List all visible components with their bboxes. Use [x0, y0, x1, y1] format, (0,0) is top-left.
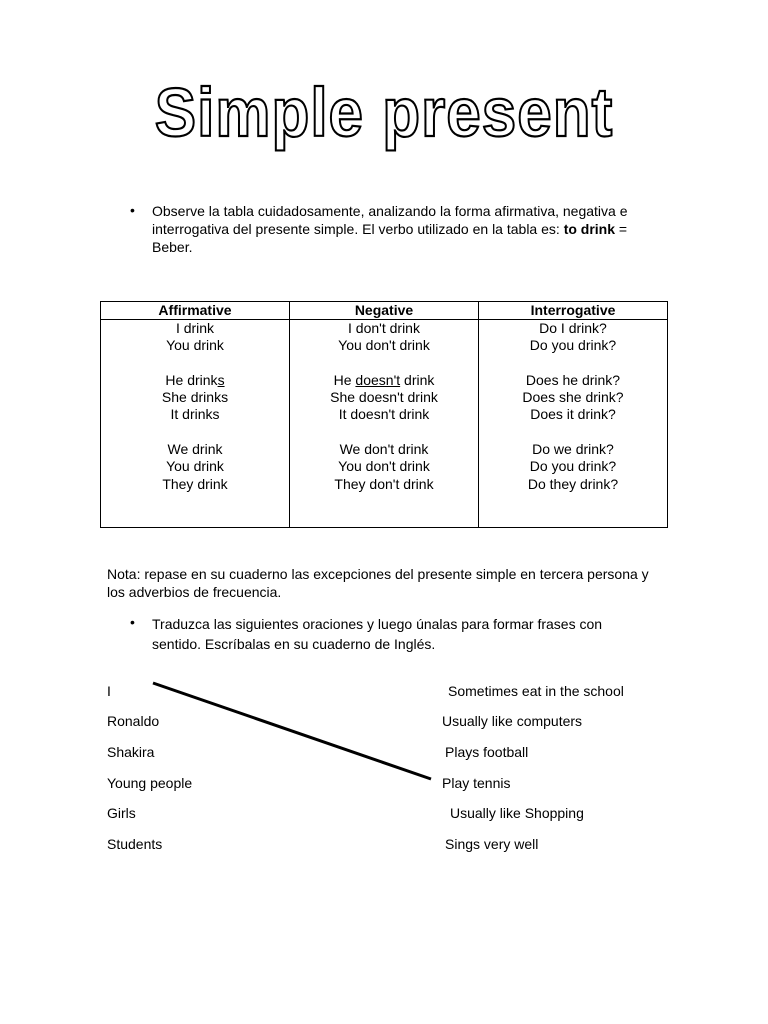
instruction-1-verb: to drink — [563, 221, 616, 237]
instruction-1-text: Observe la tabla cuidadosamente, analizando la forma afirmativa, negativa e interrogativa del presente simple. El verbo utilizado en la tabla es: — [152, 203, 628, 237]
predicate-item: Plays football — [445, 744, 529, 760]
table-cell: Do you drink? — [529, 337, 617, 354]
predicate-item: Play tennis — [442, 775, 511, 791]
subject-item: Girls — [107, 805, 136, 821]
table-cell: You drink — [166, 458, 224, 475]
bullet-dot-1: • — [130, 202, 135, 218]
subject-item: Shakira — [107, 744, 155, 760]
table-cell: Do they drink? — [527, 475, 619, 492]
table-cell: It doesn't drink — [338, 406, 430, 423]
instruction-2: Traduzca las siguientes oraciones y luego únalas para formar frases con sentido. Escríbalas en su cuaderno de Inglés. — [152, 616, 603, 652]
he-doesnt-aux: doesn't — [355, 371, 401, 388]
table-cell: I don't drink — [348, 320, 420, 336]
page-title: Simple present — [154, 75, 614, 152]
table-cell: She drinks — [161, 389, 229, 406]
subject-item: Ronaldo — [107, 713, 160, 729]
table-cell: Do you drink? — [529, 458, 617, 475]
table-cell: You drink — [166, 337, 224, 354]
table-cell: They drink — [162, 475, 228, 492]
predicate-item: Sings very well — [445, 836, 539, 852]
note-text: Nota: repase en su cuaderno las excepciones del presente simple en tercera persona y los adverbios de frecuencia. — [107, 566, 649, 600]
subject-item: I — [107, 683, 111, 699]
bullet-dot-2: • — [130, 614, 135, 630]
predicate-item: Usually like computers — [442, 713, 583, 729]
table-cell: You don't drink — [338, 337, 430, 354]
table-cell: We drink — [167, 441, 223, 458]
subject-item: Students — [107, 836, 163, 852]
header-affirmative: Affirmative — [101, 302, 290, 320]
table-cell: Do we drink? — [532, 441, 614, 458]
table-cell: She doesn't drink — [330, 389, 438, 406]
he-doesnt-pre: He — [333, 371, 356, 388]
he-drinks-base: He drink — [165, 371, 218, 388]
table-cell: They don't drink — [334, 475, 434, 492]
header-interrogative: Interrogative — [479, 302, 668, 320]
he-drinks-ending: s — [217, 371, 225, 388]
instruction-1-tail: = Beber. — [152, 221, 628, 255]
table-cell: It drinks — [170, 406, 220, 423]
subject-item: Young people — [107, 775, 193, 791]
header-negative: Negative — [290, 302, 479, 320]
example-matching-line — [153, 683, 431, 779]
predicate-item: Usually like Shopping — [450, 805, 584, 821]
table-cell: We don't drink — [339, 441, 429, 458]
table-cell: Does she drink? — [522, 389, 624, 406]
table-cell: Does he drink? — [525, 371, 621, 388]
table-cell: Do I drink? — [539, 320, 607, 336]
table-cell: You don't drink — [338, 458, 430, 475]
table-cell: I drink — [175, 320, 215, 336]
he-doesnt-post: drink — [400, 371, 435, 388]
predicate-item: Sometimes eat in the school — [448, 683, 624, 699]
table-cell: Does it drink? — [530, 406, 616, 423]
